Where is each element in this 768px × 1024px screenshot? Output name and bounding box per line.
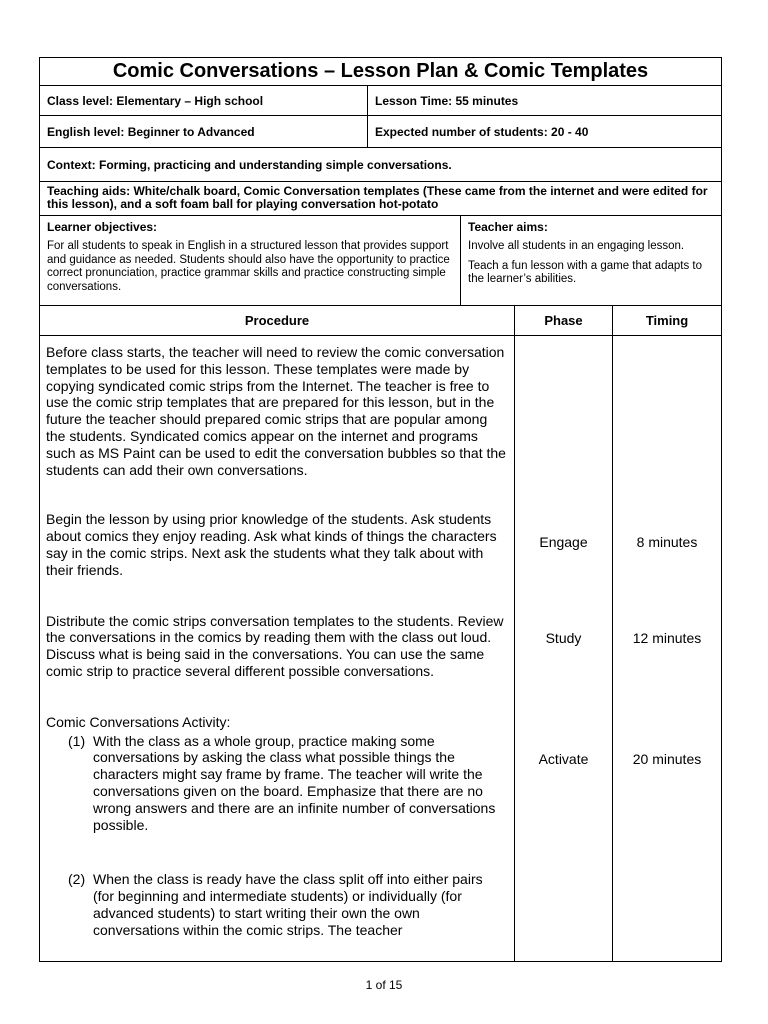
activity-heading: Comic Conversations Activity: <box>46 713 231 730</box>
intro-paragraph: Before class starts, the teacher will need to review the comic conversation templates to be used for this lesson. These templates were made by copying syndicated comic strips from the Internet. The teacher is free to use the comic strip templates that are prepared for this lesson, but in the future the teacher should prepared comic strips that are popular among the students. Syndicated comics appear on the internet and programs such as MS Paint can be used to edit the conversation bubbles so that the students can add their own conversations. <box>46 344 506 478</box>
phase-engage: Engage <box>539 534 588 550</box>
procedure-header-row <box>40 306 721 336</box>
english-row <box>40 116 721 148</box>
context-row <box>40 148 721 182</box>
teaching-aids: Teaching aids: White/chalk board, Comic Conversation templates (These came from the internet and were edited for this lesson), and a soft foam ball for playing conversation hot-potato <box>47 184 708 211</box>
teacher-aim-item: Involve all students in an engaging lesson. <box>468 240 685 252</box>
activity-item-text: When the class is ready have the class split off into either pairs (for beginning and intermediate students) or individually (for advanced students) to start writing their own the own conversations within the comic strips. The teacher <box>93 871 483 938</box>
learner-objectives-text: For all students to speak in English in a structured lesson that provides support and guidance as needed. Students should also have the opportunity to practice correct pronunciation, practice grammar skills and practice constructing simple conversations. <box>47 240 450 293</box>
learner-objectives-heading: Learner objectives: <box>47 220 158 234</box>
phase-column <box>515 336 613 962</box>
document-title: Comic Conversations – Lesson Plan & Comic Templates <box>40 58 721 86</box>
teacher-aims <box>461 216 721 305</box>
procedure-header: Procedure <box>40 306 515 335</box>
activity-item-number: (2) <box>68 871 86 888</box>
timing-activate: 20 minutes <box>632 751 702 767</box>
class-row <box>40 86 721 116</box>
step-engage-text: Begin the lesson by using prior knowledge of the students. Ask students about comics they enjoy reading. Ask what kinds of things the characters say in the comic strips. Next ask the students what they talk about with their friends. <box>46 511 497 578</box>
expected-students: Expected number of students: 20 - 40 <box>375 124 589 139</box>
lesson-time: Lesson Time: 55 minutes <box>375 93 519 108</box>
timing-column <box>613 336 721 962</box>
class-level: Class level: Elementary – High school <box>40 86 368 115</box>
activity-item-text: With the class as a whole group, practice making some conversations by asking the class what possible things the characters might say frame by frame. The teacher will write the conversations given on the board. Emphasize that there are no wrong answers and there are an infinite number of conversations possible. <box>93 732 496 833</box>
procedure-column <box>40 336 515 962</box>
teacher-aim-item: Teach a fun lesson with a game that adapts to the learner’s abilities. <box>468 259 702 285</box>
activity-item-number: (1) <box>68 732 86 749</box>
teacher-aims-heading: Teacher aims: <box>468 220 548 234</box>
activity-item <box>46 733 507 834</box>
timing-study: 12 minutes <box>632 630 702 646</box>
context: Context: Forming, practicing and understanding simple conversations. <box>47 157 452 172</box>
phase-study: Study <box>545 630 582 646</box>
learner-objectives <box>40 216 461 305</box>
timing-header: Timing <box>645 313 689 328</box>
activity-item <box>46 871 507 938</box>
objectives-row <box>40 216 721 306</box>
timing-engage: 8 minutes <box>636 534 698 550</box>
lesson-plan-page <box>39 57 722 962</box>
teaching-aids-row <box>40 182 721 216</box>
phase-header: Phase <box>515 306 613 335</box>
step-study-text: Distribute the comic strips conversation templates to the students. Review the conversations in the comics by reading them with the class out loud. Discuss what is being said in the conversations. You can use the same comic strip to practice several different possible conversations. <box>46 612 504 679</box>
page-number: 1 of 15 <box>365 978 403 992</box>
phase-activate: Activate <box>538 751 589 767</box>
english-level: English level: Beginner to Advanced <box>40 116 368 147</box>
procedure-body-row <box>40 336 721 962</box>
